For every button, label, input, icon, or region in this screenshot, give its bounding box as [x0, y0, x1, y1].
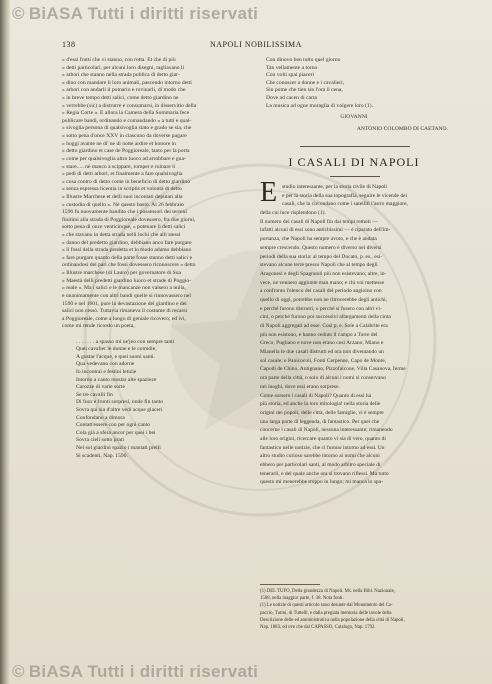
text-line: » custodia di quello ». Nè questo bastò. Al 26 febbraio [62, 201, 184, 208]
text-line: » reale ». Ma i salici e le mancanze non valsero a nulla, [62, 285, 186, 292]
watermark-text: BiASA Tutti i diritti riservati [28, 4, 259, 23]
text-line: 1596 fu nuovamente bandito che i possessori dei terreni [62, 209, 187, 216]
watermark-text: BiASA Tutti i diritti riservati [28, 662, 259, 681]
right-body-text [260, 183, 448, 487]
poem-line: Con volti spai piaceri [266, 72, 315, 79]
poem-line: Tan vellamente a torno [266, 64, 318, 71]
text-line: » Regia Corte ». E allora la Camera della Sommaria fece [62, 110, 190, 117]
running-title: NAPOLI NOBILISSIMA [210, 40, 302, 49]
drop-cap-letter: E [260, 177, 278, 208]
text-line: Confondano a dimora [76, 414, 125, 421]
body-text-line: di Napoli aggregati ad esse. Così p. e. Sole a Calabrite era [260, 323, 388, 329]
text-line: Qua vedevano con adorne [76, 361, 135, 368]
section-title: I CASALI DI NAPOLI [288, 155, 420, 169]
footnote-line: Nap. 1883, ed ove che dal CAPASSO, Catalogo, Nap. 1792. [260, 624, 376, 630]
body-text-line: origini dei popoli, delle città, delle famiglie, vi è sempre [260, 409, 384, 416]
text-line: » Illustre marchese (di Lauro) per governatore di Sua [62, 270, 181, 277]
body-text-line: casali, che la circondano come i satelliti l'astro maggiore, [282, 201, 408, 208]
text-line: » che stavano in detta strada nelli lochi che alli stessi [62, 232, 181, 239]
copyright-symbol: © [12, 662, 25, 681]
poem-signature: GIOVANNI [340, 114, 368, 121]
body-text-line: e perché furono distrutti, o perché si fusero con altri vi- [260, 305, 382, 312]
body-text-line: stevano alcune terre presso Napoli che al tempo degli [260, 262, 378, 269]
text-line: » in breve tempo detti salici, come detto giardino ne [62, 95, 179, 102]
text-line: publicare bandi, ordinando e comandando « a tutti e qual- [62, 117, 192, 124]
text-line: 1590 e nel 1601, pure la devastazione del giardino e dei [62, 300, 187, 307]
copyright-watermark-bottom [12, 662, 258, 682]
copyright-symbol: © [12, 4, 25, 23]
poem-line: Con dinovo ben tutto quel giorno [266, 57, 341, 63]
page-header [62, 40, 462, 52]
text-line: A gustar l'acque, e quei suoni santi. [76, 353, 155, 360]
body-text-line: alle loro origini, ricercare quanto vi sia di vero, quanto di [260, 435, 386, 442]
book-spine-shadow [0, 0, 10, 684]
text-line: e unanimamente con altri bandi quelle si rinnovassero nel [62, 292, 191, 299]
text-line: Sovra cieli sotto prati [76, 437, 125, 444]
body-text-line: Greco, Pugliano e nove non erano così Arzano, Miano e [260, 340, 384, 347]
text-line: Quei cavalier le donne e le comidie, [76, 346, 157, 353]
body-text-line: sol casale; e Panicocoli, Fonti Cerpenne, Capo de Monte, [260, 357, 387, 364]
footnote-line: paccio, Tutini, di Tuttelli, e dalla pregiata memoria delle tavole della [260, 610, 392, 616]
text-line: » danno del predetto giardino, debbiano anco fare purgare [62, 239, 192, 246]
body-text-line: Il numero dei casali di Napoli fin dai tempi remoti — [260, 218, 378, 225]
text-line: Cola già a sfera ancor per quei i bei [76, 429, 156, 436]
right-poem-column [260, 57, 448, 134]
text-line: . . . . . . . a spasso mi ne'jeo con sempre tanti [76, 338, 175, 345]
footnote-rule [260, 584, 320, 585]
left-text-column [62, 57, 238, 460]
text-line: » Maestà delli predetti giardino luoco et strade di Poggio- [62, 277, 192, 284]
text-line: » d'essi frutti che vi stanno, con rotta. Et che di più [62, 57, 176, 63]
title-rule [330, 176, 380, 177]
body-text-line: studio interessante, per la storia civile di Napoli [282, 184, 388, 190]
body-text-line: questo mi menerebbe troppo in lungo; mi manca lo spa- [260, 479, 383, 486]
poem-line: Che conoscer a donne e i cavalieri, [266, 79, 345, 86]
text-line: » detto giardino et case de Poggioreale, tanto per la porta [62, 148, 190, 155]
copyright-watermark-top [12, 4, 258, 24]
text-line: Io incontrai e festini letizie [76, 368, 137, 375]
text-line: » sotto pena d'once XXV in ciascuno da doverse pagare [62, 133, 187, 140]
body-text-line: concerne i casali di Napoli, nessuna interessante; rimanendo [260, 427, 393, 434]
body-text-line: vece, ne vennero aggiunte man mano; e chi voi mettesse [260, 279, 385, 286]
body-text-line: tenerarli, e del quale anche ora si trovano riflessi. Ma tutto [260, 470, 389, 477]
text-line: Se tre cavalli fin [76, 391, 113, 398]
text-line: salici non cessò. Tuttavia rimanevа il costume di recarsi [62, 308, 188, 315]
text-line: Nel sol giardini spazio i mantati prelli [76, 445, 161, 452]
body-text-line: Capodi de Chino, Antignano, Pizzofalcone, Villa Casanova, ferme [260, 366, 406, 373]
body-text-line: quello di oggi, potrebbe non ne ritroverebbe degli antichi, [260, 296, 388, 303]
text-line: finitimi alla strada di Poggioreale dovessero, fra due giorni, [62, 216, 196, 223]
footnote-line: (1) Le notizie di questi articolo sono desunte dal Monumento del Ca- [260, 603, 393, 609]
body-text-line: a confronto l'elenco dei casali del periodo angioino con [260, 288, 382, 295]
body-text-line: della cui luce risplendono (1). [260, 210, 326, 217]
body-text-line: una larga parte di leggenda, di fantastico. Per quei che [260, 418, 380, 425]
body-text-line: ebbero per particolari santi, al modo arbitro speciale di [260, 462, 381, 468]
footnote-line: (1) DEL TUFO, Della grandezza di Napoli. Ms. nella Bibl. Nazionale, [260, 589, 395, 594]
text-line: » li fossi della strada predetta et lo modo adamo debbiano [62, 247, 192, 254]
body-text-line: più storia, ed anche la loro mitologia! nella storia delle [260, 401, 381, 408]
text-line: Intorno a canto mostar alte spazieze [76, 376, 157, 383]
body-text-line: fantastico nelle notizie, che ci furono intorno ad essi. Un [260, 444, 385, 451]
text-line: » pedi di detti arbori, et finalmente a fare qualsivoglia [62, 171, 183, 178]
body-text-line: infatti alcuni di essi sono antichissimi — è riparato dell'im- [260, 227, 391, 234]
body-text-line: ora parte della città, o solo di alcuni i nomi si conservano [260, 375, 386, 382]
body-text-line: altro studio curioso sarebbe intorno ai nomi che alcuni [260, 453, 380, 460]
author-signature: ANTONIO COLOMBO DI CAETANO. [356, 125, 448, 132]
header-rule [300, 146, 410, 147]
body-text-line: Come sorsero i casali di Napoli? Quanto di essi ha [260, 392, 372, 399]
poem-line: La musica ad ogne muraglia di volgere loro (1). [266, 102, 374, 109]
text-line: » senza espressa licentia in scriptis et volontà di detto [62, 186, 182, 193]
text-line: ordinandosi del pari che fossi dovessero riconoscere « detto [62, 262, 196, 269]
text-line: » stare..... nè manco a scippare, romper e ruinare li [62, 163, 176, 170]
text-line: » cosa contro di detto come in beneficio di detto giardino [62, 178, 190, 185]
body-text-line: periodi della sua storia: al tempo del Ducato, p. es., esi- [260, 253, 383, 260]
text-line: Di fuor e fronti sorpresi, onde fin tanto [76, 399, 163, 406]
text-line: » hoggi avante ne di' ne di notte ardire et honore in [62, 140, 176, 147]
text-line: Si scadenti, Nap. 1590. [76, 452, 128, 459]
body-text-line: e per la storia della sua topografia, seguire le vicende dei [282, 192, 408, 199]
body-text-line: sempre crescendo. Questo numero è diverso nei diversi [260, 244, 382, 251]
text-line: Contatt'essere con per ogni canto [76, 422, 151, 429]
footnotes [260, 588, 448, 631]
text-line: » arbori che stanno nella strada publica di detto giar- [62, 72, 180, 79]
footnote-line: Descrizione delle ed amministrativa nella popolazione della città di Napoli, [260, 617, 405, 623]
text-line: come mi rende ricordo un poeta, [62, 323, 135, 330]
text-line: Carozze di varie sorte [76, 384, 125, 391]
text-line: » come per qualsivoglia altro luoco ad arrobbare e gua- [62, 155, 186, 162]
body-text-line: portanza, che Napoli ha sempre avuto, e che è andata [260, 236, 377, 243]
body-text-line: cini, o perché furono poi successivi allargamenti della cinta [260, 314, 391, 321]
text-line: » detti particolari, per alcuni loro disegni, tagliavano li [62, 64, 185, 71]
body-text-line: Aragonesi e degli Spagnuoli più non esistevano; altre, in- [260, 270, 387, 277]
text-line: sotto pena di once venticinque, « potenare li detti salici [62, 224, 186, 231]
text-line [62, 331, 238, 339]
text-line: » Illustre Marchese et delli suoi incontati deputati alla [62, 193, 183, 200]
text-line: » sivoglia persona di qualsivoglia stato e grado se sia, che [62, 125, 192, 132]
text-line: » dino con mandare li loro animali, pascendo intorno detti [62, 79, 192, 86]
text-line: Sovra qui sia d'altre vedi acque giaceri [76, 407, 163, 414]
text-line: » arbori con andarli il pomario e rovinarli, di modo che [62, 87, 186, 94]
poem-line: Sin pome che tien sin l'ora il cena, [266, 87, 343, 94]
body-text-line: Mianella le due casali distrutti ed ora non diventando un [260, 349, 384, 356]
footnote-line: 1588, nella maggior parte, f. 38. Nota fonti. [260, 596, 344, 602]
text-line: » fare purgare quanto della parte fosse stanno detti salici e [62, 254, 193, 261]
body-text-line: più non esistono, e hanno ceduto il campo a Torre del [260, 331, 378, 338]
body-text-line: nei luoghi, dove essi erano sorprese. [260, 383, 340, 390]
text-line: a Poggioreale, come a luogo di geniale ricovero; ed ivi, [62, 315, 186, 322]
page-number: 138 [62, 40, 76, 49]
poem-line: Dove ad cacen di carta [266, 95, 317, 102]
text-line: » verrebbe (sic) a distrurre e consumarsi, in disservitio della [62, 102, 197, 109]
